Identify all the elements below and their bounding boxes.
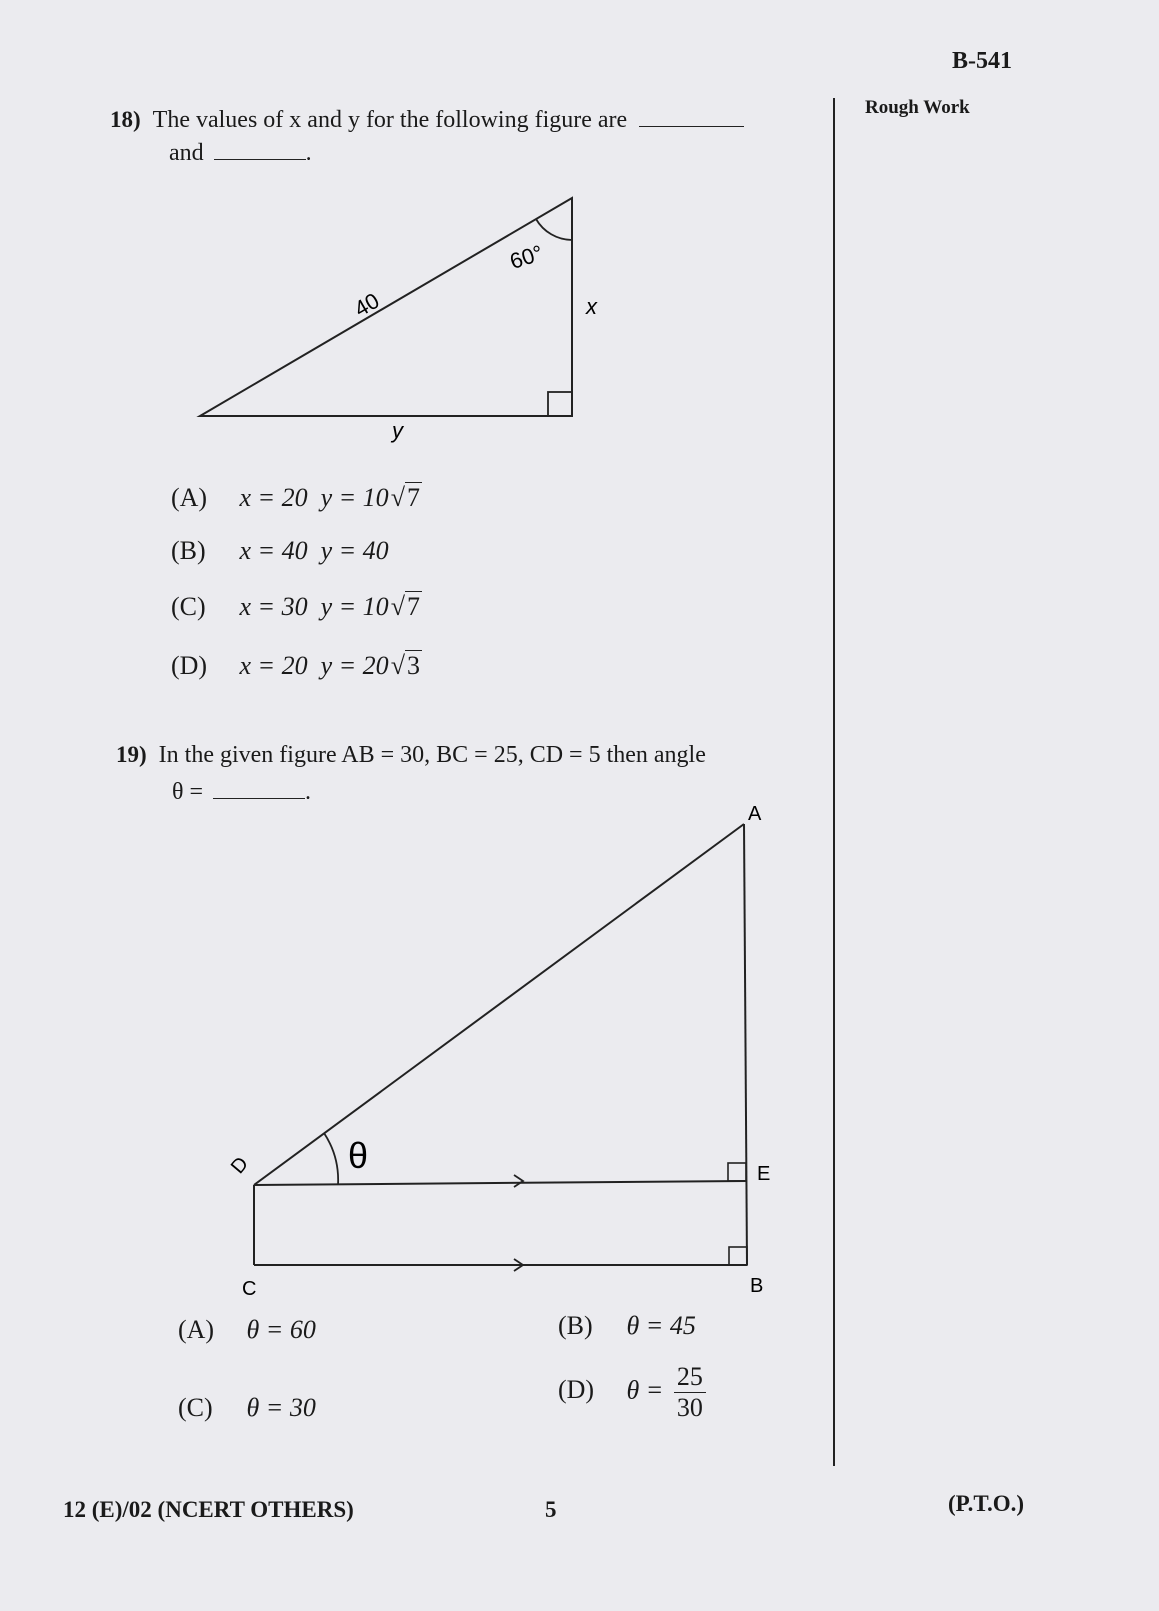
radicand: 7 xyxy=(406,483,420,512)
option-label: (A) xyxy=(178,1315,215,1344)
radicand: 3 xyxy=(406,651,420,680)
radicand: 7 xyxy=(406,592,420,621)
option-label: (C) xyxy=(171,592,206,621)
option-y: y = 10 xyxy=(320,592,389,621)
option-x: x = 30 xyxy=(239,592,308,621)
option-value: θ = 60 xyxy=(246,1315,316,1344)
option-value: θ = 45 xyxy=(626,1311,696,1340)
denominator: 30 xyxy=(676,1393,703,1422)
option-value: θ = 30 xyxy=(246,1393,316,1422)
angle-arc xyxy=(536,219,572,240)
line-de xyxy=(254,1181,746,1185)
option-x: x = 20 xyxy=(239,483,308,512)
footer-subject-code: 12 (E)/02 (NCERT OTHERS) xyxy=(63,1497,354,1522)
option-label: (D) xyxy=(171,651,208,680)
option-label: (A) xyxy=(171,483,208,512)
right-angle-mark-e xyxy=(728,1163,746,1181)
option-label: (C) xyxy=(178,1393,213,1422)
option-y: y = 20 xyxy=(320,651,389,680)
question-18-line2: and . xyxy=(169,140,312,166)
question-19 xyxy=(116,738,836,773)
option-x: x = 20 xyxy=(239,651,308,680)
page-number: 5 xyxy=(545,1497,557,1522)
question-number: 19) xyxy=(116,742,147,767)
numerator: 25 xyxy=(674,1362,706,1393)
answer-blank xyxy=(213,778,305,799)
label-d: D xyxy=(226,1152,253,1179)
option-b[interactable] xyxy=(558,1311,696,1341)
option-value: θ = xyxy=(626,1375,664,1405)
q18-triangle-figure xyxy=(180,180,630,450)
question-text: The values of x and y for the following figure are xyxy=(152,107,628,133)
right-angle-mark-b xyxy=(729,1247,747,1265)
label-hypotenuse: 40 xyxy=(349,287,384,322)
label-angle: 60° xyxy=(506,239,547,275)
option-y: y = 40 xyxy=(320,536,389,565)
answer-blank xyxy=(214,139,306,160)
line-ab xyxy=(744,824,747,1265)
option-x: x = 40 xyxy=(239,536,308,565)
option-a[interactable] xyxy=(178,1315,316,1345)
option-d[interactable]: (D) x = 20 y = 20√3 xyxy=(171,651,420,680)
right-angle-mark xyxy=(548,392,572,416)
theta-eq: θ = xyxy=(172,779,204,805)
parallel-arrow xyxy=(514,1175,523,1187)
answer-blank xyxy=(639,106,744,127)
line-da xyxy=(254,824,744,1185)
option-d[interactable] xyxy=(558,1362,706,1423)
option-label: (B) xyxy=(558,1311,593,1340)
option-c[interactable] xyxy=(178,1393,316,1423)
option-b[interactable] xyxy=(171,536,389,566)
option-label: (D) xyxy=(558,1375,595,1405)
column-divider xyxy=(833,98,835,1466)
q19-figure xyxy=(220,800,780,1300)
paper-code: B-541 xyxy=(952,48,1012,74)
label-a: A xyxy=(748,803,762,825)
option-y: y = 10 xyxy=(320,483,389,512)
question-18 xyxy=(110,103,830,138)
label-y: y xyxy=(392,418,403,443)
option-label: (B) xyxy=(171,536,206,565)
question-19-line2: θ = . xyxy=(172,779,312,805)
triangle-shape xyxy=(200,198,572,416)
question-number: 18) xyxy=(110,107,141,132)
theta-arc xyxy=(324,1133,338,1185)
pto-label: (P.T.O.) xyxy=(948,1491,1025,1516)
option-c[interactable]: (C) x = 30 y = 10√7 xyxy=(171,592,420,621)
label-b: B xyxy=(750,1275,764,1297)
fraction xyxy=(674,1362,706,1423)
rough-work-label: Rough Work xyxy=(865,97,970,118)
and-word: and xyxy=(169,140,204,166)
label-e: E xyxy=(757,1163,771,1185)
label-theta: θ xyxy=(348,1135,369,1176)
label-x: x xyxy=(586,294,597,319)
option-a[interactable]: (A) x = 20 y = 10√7 xyxy=(171,483,420,512)
question-text: In the given figure AB = 30, BC = 25, CD = 5 then angle xyxy=(158,742,706,768)
label-c: C xyxy=(242,1278,257,1300)
